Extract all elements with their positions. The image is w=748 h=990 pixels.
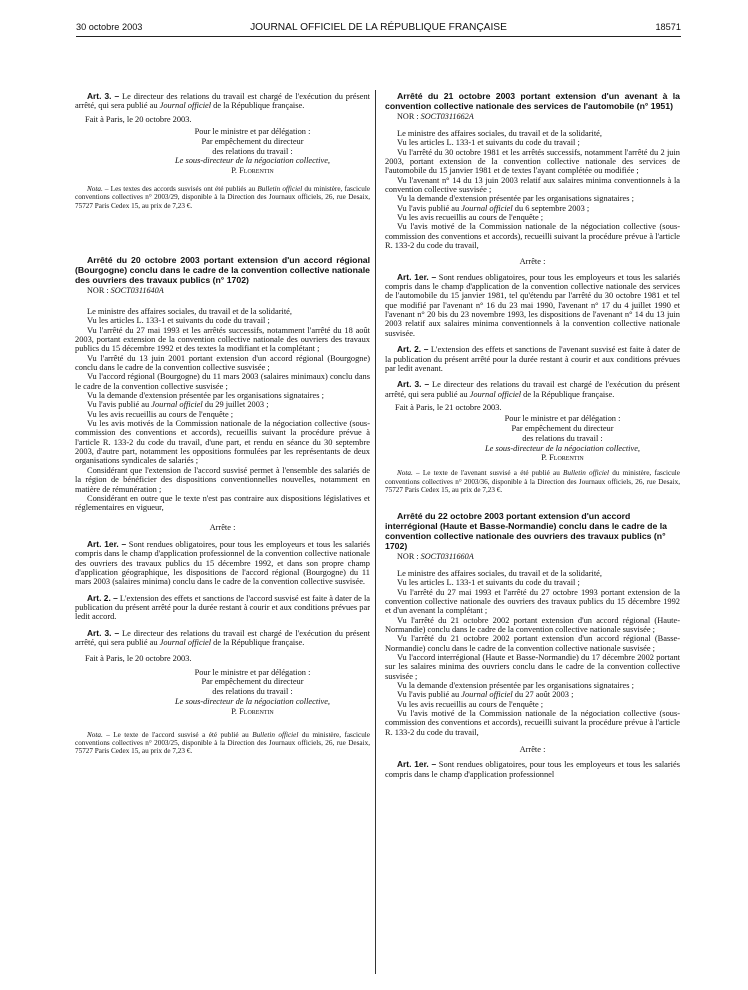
header-date: 30 octobre 2003 xyxy=(76,22,143,32)
fait-a-paris: Fait à Paris, le 20 octobre 2003. xyxy=(85,114,192,124)
article-3b-paragraph: Art. 3. – Le directeur des relations du travail est chargé de l'exécution du présent arrêté, qui sera publié au Journal officiel de la République française. xyxy=(75,627,370,647)
nor-reference-automobile: NOR : SOCT0311662A xyxy=(397,111,474,121)
fait-a-paris-2: Fait à Paris, le 20 octobre 2003. xyxy=(85,654,192,664)
arrete-heading-normandie: Arrête : xyxy=(519,745,546,755)
nor-reference: NOR : SOCT0311640A xyxy=(87,285,164,295)
fait-a-paris-automobile: Fait à Paris, le 21 octobre 2003. xyxy=(395,402,502,412)
article-3-automobile: Art. 3. – Le directeur des relations du travail est chargé de l'exécution du présent arrêté, qui sera publié au Journal officiel de la République française. xyxy=(385,379,680,399)
signature-block-automobile: Pour le ministre et par délégation : Par empêchement du directeur des relations du travail : Le sous-directeur de la négociation collective, P. Florentin xyxy=(484,414,641,463)
nota-note: Nota. – Les textes des accords susvisés ont été publiés au Bulletin officiel du ministère, fascicule conventions collectives n° 2003/29, disponible à la Direction des Journaux officiels, 26, rue Desaix, 75727 Paris Cedex 15, au prix de 7,23 €. xyxy=(75,185,371,210)
arrete-heading-automobile: Arrête : xyxy=(519,257,546,267)
article-1-automobile: Art. 1er. – Sont rendues obligatoires, pour tous les employeurs et tous les salariés compris dans le champ d'application de la convention collective nationale des services de l'automobile du 15 janvier 1981, tel qu'étendu par l'arrêté du 30 octobre 1981 et tel que modifié par l'avenant n° 16 du 23 mai 1990, l'avenant n° 17 du 4 juillet 1990 et l'avenant n° 20 bis du 23 novembre 1993, les dispositions de l'avenant n° 14 du 13 juin 2003 relatif aux salaires minima conventionnels à la convention collective nationale susvisée. xyxy=(385,271,680,338)
decree-title-automobile: Arrêté du 21 octobre 2003 portant extension d'un avenant à la convention collective nationale des services de l'automobile (n° 1951) xyxy=(385,91,680,111)
header-page-number: 18571 xyxy=(655,22,681,32)
decree-title: Arrêté du 20 octobre 2003 portant extension d'un accord régional (Bourgogne) conclu dans le cadre de la convention collective nationale des ouvriers des travaux publics (n° 1702) xyxy=(75,255,370,285)
decree-body: Le ministre des affaires sociales, du travail et de la solidarité, Vu les articles L. 133-1 et suivants du code du travail ; Vu l'arrêté du 27 mai 1993 et les arrêtés successifs, notamment l'arrêté du 18 août 2003, portant extension de la convention collective nationale des ouvriers des travaux publics du 15 décembre 1992 et des textes la modifiant et la complétant ; Vu l'arrêté du 13 juin 2001 portant extension d'un accord régional (Bourgogne) conclu dans le cadre de la convention collective susvisée ; Vu l'accord régional (Bourgogne) du 11 mars 2003 (salaires minimaux) conclu dans le cadre de la convention collective susvisée ; Vu la demande d'extension présentée par les organisations signataires ; Vu l'avis publié au Journal officiel du 29 juillet 2003 ; Vu les avis recueillis au cours de l'enquête ; Vu les avis motivés de la Commission nationale de la négociation collective (sous-commission des conventions et accords), recueillis suivant la procédure prévue à l'article R. 133-2 du code du travail, d'une part, et rendu en séance du 30 septembre 2003, d'autre part, notamment les oppositions formulées par les représentants de deux organisations syndicales de salariés ; Considérant que l'extension de l'accord susvisé permet à l'ensemble des salariés de la région de bénéficier des dispositions conventionnelles nouvelles, notamment en matière de rémunération ; Considérant en outre que le texte n'est pas contraire aux dispositions législatives et réglementaires en vigueur, xyxy=(75,306,370,513)
article-3-paragraph: Art. 3. – Le directeur des relations du travail est chargé de l'exécution du présent arrêté, qui sera publié au Journal officiel de la République française. xyxy=(75,91,370,111)
header-journal-title: JOURNAL OFFICIEL DE LA RÉPUBLIQUE FRANÇAISE xyxy=(250,22,507,33)
article-2-automobile: Art. 2. – L'extension des effets et sanctions de l'avenant susvisé est faite à dater de la publication du présent arrêté pour la durée restant à courir et aux conditions prévues par ledit avenant. xyxy=(385,344,680,373)
nota-note-2: Nota. – Le texte de l'accord susvisé a été publié au Bulletin officiel du ministère, fascicule conventions collectives n° 2003/25, disponible à la Direction des Journaux officiels, 26, rue Desaix, 75727 Paris Cedex 15, au prix de 7,23 €. xyxy=(75,730,370,756)
signature-block-2: Pour le ministre et par délégation : Par empêchement du directeur des relations du travail : Le sous-directeur de la négociation collective, P. Florentin xyxy=(174,667,331,716)
arrete-heading: Arrête : xyxy=(209,522,236,532)
decree-body-automobile: Le ministre des affaires sociales, du travail et de la solidarité, Vu les articles L. 133-1 et suivants du code du travail ; Vu l'arrêté du 30 octobre 1981 et les arrêtés successifs, notamment l'arrêté du 2 juin 2003, portant extension de la convention collective nationale des services de l'automobile du 15 janvier 1981 et de textes l'ayant complétée ou modifiée ; Vu l'avenant n° 14 du 13 juin 2003 relatif aux salaires minima conventionnels à la convention collective susvisée ; Vu la demande d'extension présentée par les organisations signataires ; Vu l'avis publié au Journal officiel du 6 septembre 2003 ; Vu les avis recueillis au cours de l'enquête ; Vu l'avis motivé de la Commission nationale de la négociation collective (sous-commission des conventions et accords), recueilli suivant la procédure prévue à l'article R. 133-2 du code du travail, xyxy=(385,128,680,251)
left-column xyxy=(75,92,370,756)
article-1-paragraph: Art. 1er. – Sont rendues obligatoires, pour tous les employeurs et tous les salariés compris dans le champ d'application professionnel de la convention collective nationale des ouvriers des travaux publics du 15 décembre 1992, et dans son propre champ d'application géographique, les dispositions de l'accord régional (Bourgogne) du 11 mars 2003 (salaires minima) conclu dans le cadre de la convention collective susvisée. xyxy=(75,538,370,587)
decree-title-normandie: Arrêté du 22 octobre 2003 portant extension d'un accord interrégional (Haute et Basse-Normandie) conclu dans le cadre de la convention collective nationale des ouvriers des travaux publics (n° 1702) xyxy=(385,511,667,551)
article-1-normandie: Art. 1er. – Sont rendues obligatoires, pour tous les employeurs et tous les salariés compris dans le champ d'application professionnel xyxy=(385,759,680,779)
nor-reference-normandie: NOR : SOCT0311660A xyxy=(397,551,474,561)
article-2-paragraph: Art. 2. – L'extension des effets et sanctions de l'accord susvisé est faite à dater de la publication du présent arrêté pour la durée restant à courir et aux conditions prévues par ledit accord. xyxy=(75,592,370,622)
right-column xyxy=(385,92,680,779)
header-rule xyxy=(76,36,681,37)
signature-block: Pour le ministre et par délégation : Par empêchement du directeur des relations du travail : Le sous-directeur de la négociation collective, P. Florentin xyxy=(174,127,331,176)
decree-body-normandie: Le ministre des affaires sociales, du travail et de la solidarité, Vu les articles L. 133-1 et suivants du code du travail ; Vu l'arrêté du 27 mai 1993 et l'arrêté du 27 octobre 1993 portant extension de la convention collective nationale des ouvriers des travaux publics du 15 décembre 1992 et d'un avenant la complétant ; Vu l'arrêté du 21 octobre 2002 portant extension d'un accord régional (Haute-Normandie) conclu dans le cadre de la convention collective nationale susvisée ; Vu l'arrêté du 21 octobre 2002 portant extension d'un accord régional (Basse-Normandie) conclu dans le cadre de la convention collective nationale susvisée ; Vu l'accord interrégional (Haute et Basse-Normandie) du 17 décembre 2002 portant sur les salaires minima des ouvriers conclu dans le cadre de la convention collective susvisée ; Vu la demande d'extension présentée par les organisations signataires ; Vu l'avis publié au Journal officiel du 27 août 2003 ; Vu les avis recueillis au cours de l'enquête ; Vu l'avis motivé de la Commission nationale de la négociation collective (sous-commission des conventions et accords), recueilli suivant la procédure prévue à l'article R. 133-2 du code du travail, xyxy=(385,568,680,737)
column-divider xyxy=(375,90,376,974)
nota-note-automobile: Nota. – Le texte de l'avenant susvisé a été publié au Bulletin officiel du ministère, fascicule conventions collectives n° 2003/36, disponible à la Direction des Journaux officiels, 26, rue Desaix, 75727 Paris Cedex 15, au prix de 7,23 €. xyxy=(385,469,680,495)
